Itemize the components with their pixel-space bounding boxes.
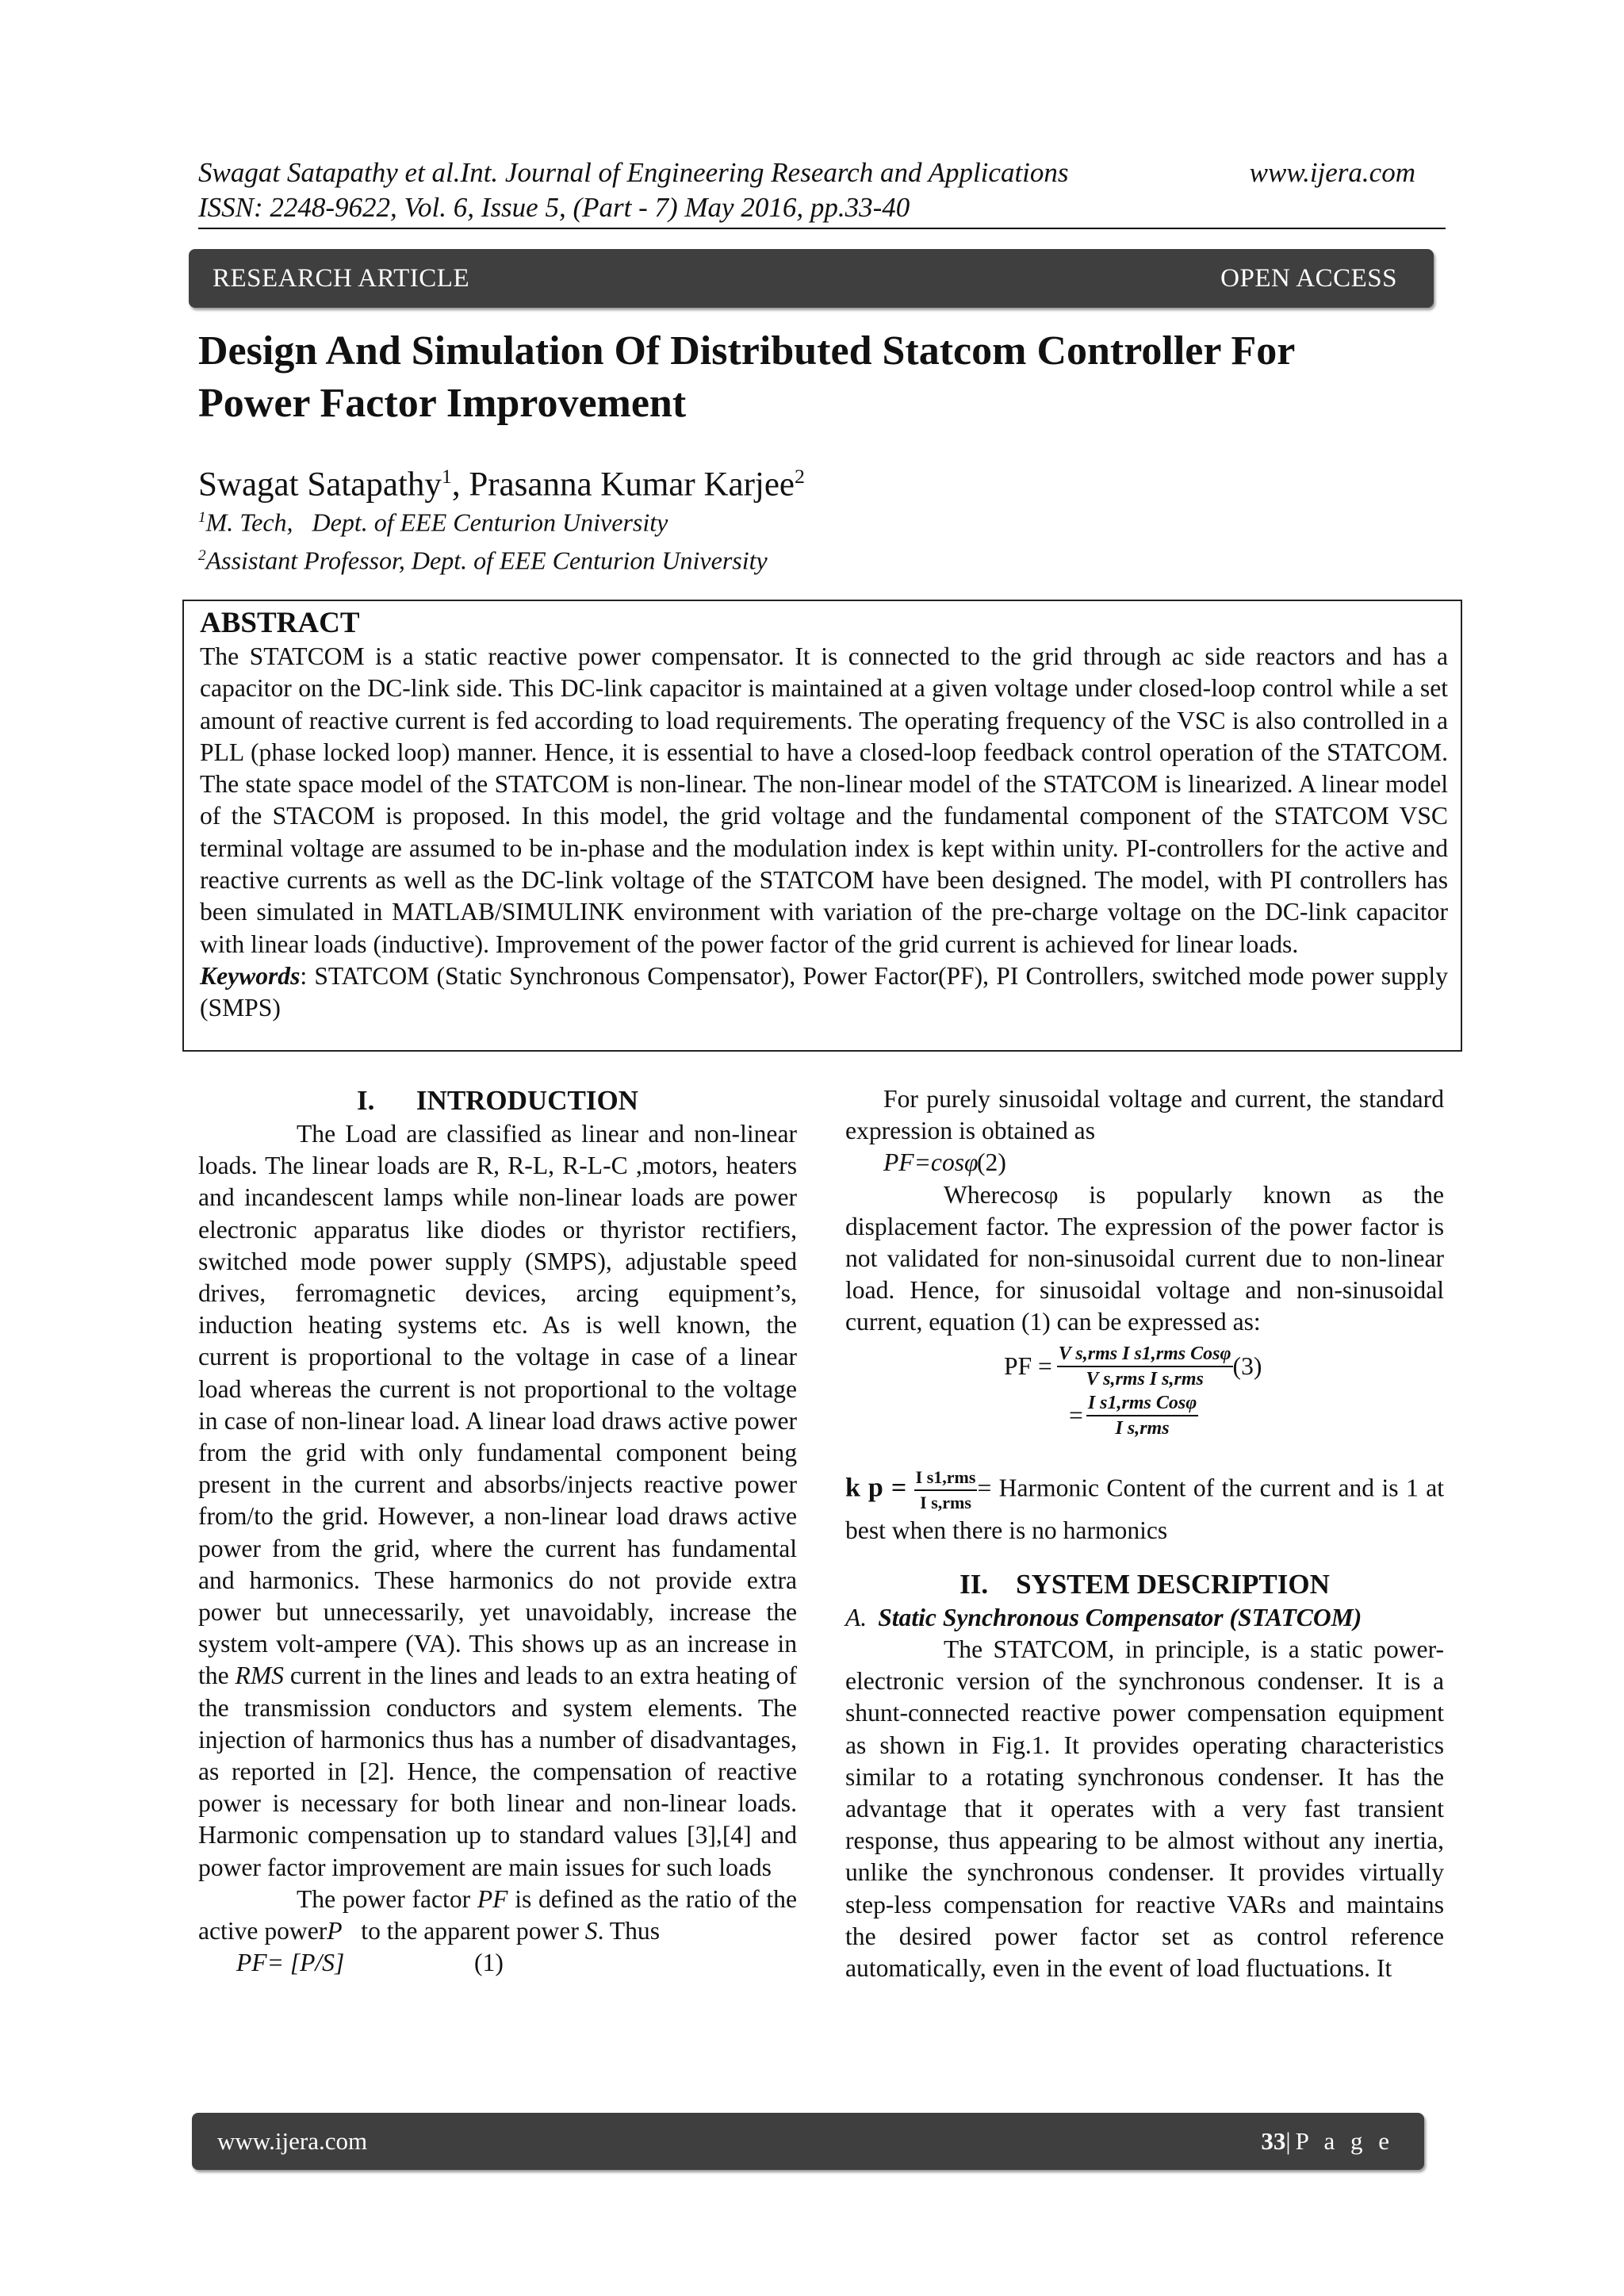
equation-3-fraction-1: $\frac{\text{V s,rms I s1,rms Cosφ}}{\text{V s,rms I s,rms}}$	[1058, 1343, 1231, 1389]
journal-website[interactable]: www.ijera.com	[1249, 157, 1415, 188]
displacement-factor-paragraph: Wherecosφ is popularly known as the displacement factor. The expression of the power factor is not validated for non-sinusoidal current due to non-linear load. Hence, for sinusoidal voltage and non-sinusoidal current, equation (1) can be expressed as:	[845, 1180, 1444, 1336]
equation-3-fraction-2: $\frac{\text{I s1,rms Cosφ}}{\text{I s,rms}}$	[1087, 1392, 1197, 1439]
section-2-heading: II. SYSTEM DESCRIPTION	[959, 1568, 1330, 1600]
journal-citation: Swagat Satapathy et al.Int. Journal of Engineering Research and Applications	[198, 157, 1069, 188]
page-number: 33|P a g e	[1261, 2127, 1394, 2155]
intro-paragraph-1: The Load are classified as linear and non-linear loads. The linear loads are R, R-L, R-L-C ,motors, heaters and incandescent lamps while non-linear loads are power electronic apparatus like diodes or thyristor rectifiers, switched mode power supply (SMPS), adjustable speed drives, ferromagnetic devices, arcing equipment’s, induction heating systems etc. As is well known, the current is proportional to the voltage in case of a linear load whereas the current is not proportional to the voltage in case of non-linear load. A linear load draws active power from the grid with only fundamental component being present in the current and absorbs/injects reactive power from/to the grid. However, a non-linear load draws active power from the grid, where the current has fundamental and harmonics. These harmonics do not provide extra power but unnecessarily, yet unavoidably, increase the system volt-ampere (VA). This shows up as an increase in the RMS current in the lines and leads to an extra heating of the transmission conductors and system elements. The injection of harmonics thus has a number of disadvantages, as reported in [2]. Hence, the compensation of reactive power is necessary for both linear and non-linear loads. Harmonic compensation up to standard values [3],[4] and power factor improvement are main issues for such loads	[198, 1120, 798, 1881]
affiliations	[198, 501, 768, 577]
article-type-banner	[189, 249, 1434, 308]
footer-website[interactable]: www.ijera.com	[217, 2127, 368, 2155]
title-line-1: Design And Simulation Of Distributed Statcom Controller For	[198, 328, 1296, 374]
research-article-label: RESEARCH ARTICLE	[213, 263, 470, 293]
affiliation-1: $^1$M. Tech, Dept. of EEE Centurion University	[198, 508, 668, 537]
equation-2-number: (2)	[977, 1148, 1006, 1177]
keywords-text: : STATCOM (Static Synchronous Compensator), Power Factor(PF), PI Controllers, switched mode power supply (SMPS)	[200, 961, 1448, 1022]
affiliation-2: $^2$Assistant Professor, Dept. of EEE Centurion University	[198, 546, 768, 575]
issn-line: ISSN: 2248-9622, Vol. 6, Issue 5, (Part - 7) May 2016, pp.33-40	[198, 192, 910, 223]
abstract-heading: ABSTRACT	[200, 607, 360, 639]
author-2-affiliation-mark: 2	[795, 465, 805, 488]
open-access-label: OPEN ACCESS	[1220, 263, 1397, 293]
subsection-a-heading: A. Static Synchronous Compensator (STATCOM)	[845, 1603, 1362, 1631]
kp-fraction: $\frac{\text{I s1,rms}}{\text{I s,rms}}$	[915, 1466, 976, 1512]
abstract-box	[182, 600, 1462, 1052]
left-column	[198, 1083, 797, 1979]
author-2: Prasanna Kumar Karjee	[469, 466, 795, 504]
kp-symbol: k p =	[845, 1472, 907, 1502]
abstract-body: The STATCOM is a static reactive power compensator. It is connected to the grid through ac side reactors and has a capacitor on the DC-link side. This DC-link capacitor is maintained at a given voltage under closed-loop control while a set amount of reactive current is fed according to load requirements. The operating frequency of the VSC is also controlled in a PLL (phase locked loop) manner. Hence, it is essential to have a closed-loop feedback control operation of the STATCOM. The state space model of the STATCOM is non-linear. The non-linear model of the STATCOM is linearized. A linear model of the STACOM is proposed. In this model, the grid voltage and the fundamental component of the STATCOM VSC terminal voltage are assumed to be in-phase and the modulation index is kept within unity. PI-controllers for the active and reactive currents as well as the DC-link voltage of the STATCOM have been designed. The model, with PI controllers has been simulated in MATLAB/SIMULINK environment with variation of the pre-charge voltage on the DC-link capacitor with linear loads (inductive). Improvement of the power factor of the grid current is achieved for linear loads.	[200, 642, 1448, 958]
title-line-2: Power Factor Improvement	[198, 381, 687, 426]
equation-3-number: (3)	[1232, 1351, 1262, 1380]
right-column	[845, 1083, 1444, 1984]
author-1: Swagat Satapathy	[198, 466, 442, 504]
equation-1-number: (1)	[474, 1949, 504, 1977]
paper-title	[198, 325, 1435, 430]
page-footer	[192, 2113, 1424, 2170]
kp-definition	[845, 1466, 1444, 1547]
section-1-heading: I. INTRODUCTION	[357, 1085, 638, 1116]
equation-2: PF=cosφ(2)	[845, 1147, 1444, 1179]
equation-1: PF= [P/S] (1)	[198, 1947, 797, 1979]
pf-paragraph: For purely sinusoidal voltage and current, the standard expression is obtained as	[845, 1085, 1444, 1145]
author-separator: ,	[451, 466, 469, 504]
running-header	[198, 155, 1415, 225]
keywords-label: Keywords	[200, 961, 301, 990]
rms-term: RMS	[235, 1662, 284, 1690]
kp-description: = Harmonic Content of the current and is 1 at best when there is no harmonics	[845, 1473, 1445, 1544]
header-rule	[198, 228, 1446, 229]
intro-paragraph-2: The power factor PF is defined as the ratio of the active powerP to the apparent power S. Thus	[198, 1884, 797, 1945]
statcom-paragraph: The STATCOM, in principle, is a static power-electronic version of the synchronous condenser. It is a shunt-connected reactive power compensation equipment as shown in Fig.1. It provides operating characteristics similar to a rotating synchronous condenser. It has the advantage that it operates with a very fast transient response, thus appearing to be almost without any inertia, unlike the synchronous condenser. It provides virtually step-less compensation for reactive VARs and maintains the desired power factor set as control reference automatically, even in the event of load fluctuations. It	[845, 1635, 1444, 1983]
author-list	[198, 456, 805, 505]
equation-3: PF = $\frac{\text{V s,rms I s1,rms Cosφ}}{\text{V s,rms I s,rms}}$ (3) = $\frac{\text{I s1,rms Cosφ}}{\text{I s,rms}}$	[1004, 1343, 1262, 1439]
author-1-affiliation-mark: 1	[441, 465, 452, 488]
keywords	[200, 960, 1448, 1025]
